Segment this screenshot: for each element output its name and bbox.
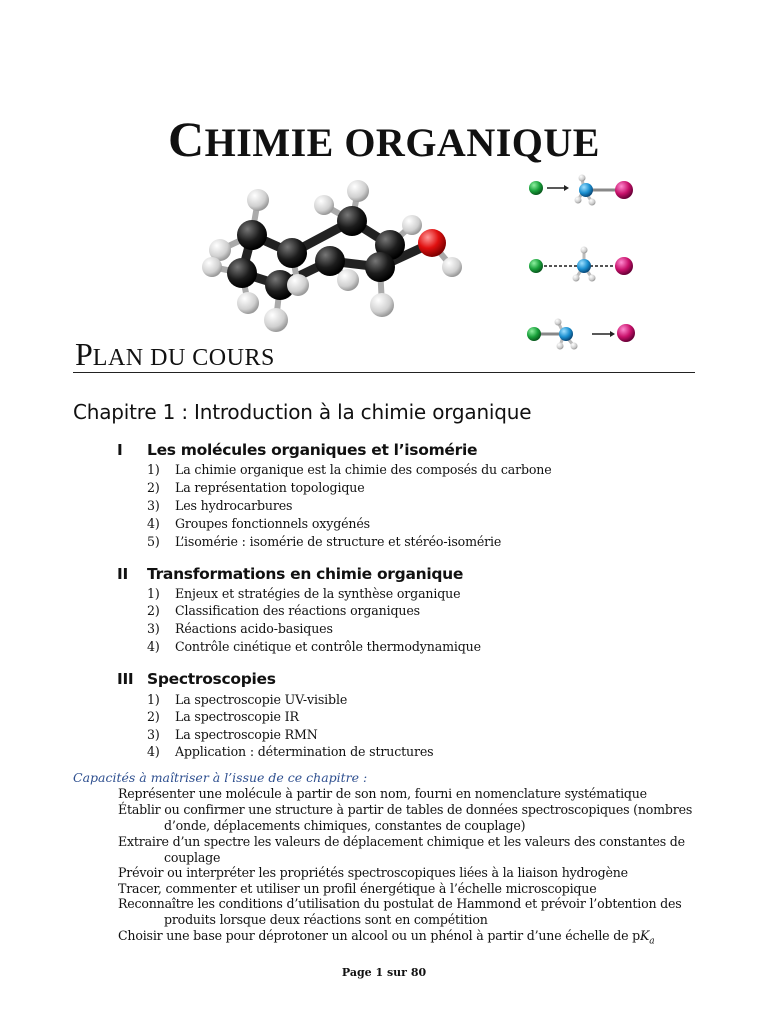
list-item: 2) Classification des réactions organiques: [147, 603, 420, 618]
list-item: 2) La spectroscopie IR: [147, 709, 299, 724]
capacity-line: Choisir une base pour déprotoner un alcool ou un phénol à partir d’une échelle de $pK_a$: [118, 928, 655, 947]
capacity-line-continued: d’onde, déplacements chimiques, constantes de couplage): [164, 818, 526, 833]
capacity-line: Prévoir ou interpréter les propriétés spectroscopiques liées à la liaison hydrogène: [118, 865, 628, 880]
section-heading: III Spectroscopies: [117, 670, 276, 688]
list-item: 5) L’isomérie : isomérie de structure et stéréo-isomérie: [147, 534, 502, 549]
pka-symbol: $K_a$: [640, 928, 655, 947]
capacities-title: Capacités à maîtriser à l’issue de ce chapitre :: [73, 770, 368, 785]
plan-heading: PLAN DU COURS: [75, 336, 275, 372]
list-item: 1) La chimie organique est la chimie des composés du carbone: [147, 462, 552, 477]
chapter-title: Chapitre 1 : Introduction à la chimie organique: [73, 400, 532, 424]
capacity-line: Représenter une molécule à partir de son nom, fourni en nomenclature systématique: [118, 786, 647, 801]
list-item: 4) Contrôle cinétique et contrôle thermodynamique: [147, 639, 481, 654]
capacity-line: Reconnaître les conditions d’utilisation du postulat de Hammond et prévoir l’obtention des: [118, 896, 682, 911]
sn2-mechanism-illustration: [520, 170, 645, 360]
capacity-line-continued: produits lorsque deux réactions sont en compétition: [164, 912, 488, 927]
capacity-line-continued: couplage: [164, 850, 221, 865]
list-item: 2) La représentation topologique: [147, 480, 365, 495]
list-item: 4) Application : détermination de structures: [147, 744, 434, 759]
list-item: 4) Groupes fonctionnels oxygénés: [147, 516, 370, 531]
list-item: 1) Enjeux et stratégies de la synthèse organique: [147, 586, 461, 601]
capacity-line: Tracer, commenter et utiliser un profil énergétique à l’échelle microscopique: [118, 881, 597, 896]
list-item: 1) La spectroscopie UV-visible: [147, 692, 348, 707]
list-item: 3) Réactions acido-basiques: [147, 621, 333, 636]
heading-divider: [73, 372, 695, 373]
page-footer: Page 1 sur 80: [341, 966, 427, 979]
section-heading: II Transformations en chimie organique: [117, 565, 464, 583]
capacity-line: Établir ou confirmer une structure à partir de tables de données spectroscopiques (nombres: [118, 802, 693, 817]
section-heading: I Les molécules organiques et l’isomérie: [117, 441, 478, 459]
document-title: CHIMIE ORGANIQUE: [168, 111, 600, 167]
cyclohexanol-molecule-illustration: [200, 175, 480, 335]
capacity-line: Extraire d’un spectre les valeurs de déplacement chimique et les valeurs des constantes de: [118, 834, 685, 849]
list-item: 3) La spectroscopie RMN: [147, 727, 318, 742]
list-item: 3) Les hydrocarbures: [147, 498, 293, 513]
